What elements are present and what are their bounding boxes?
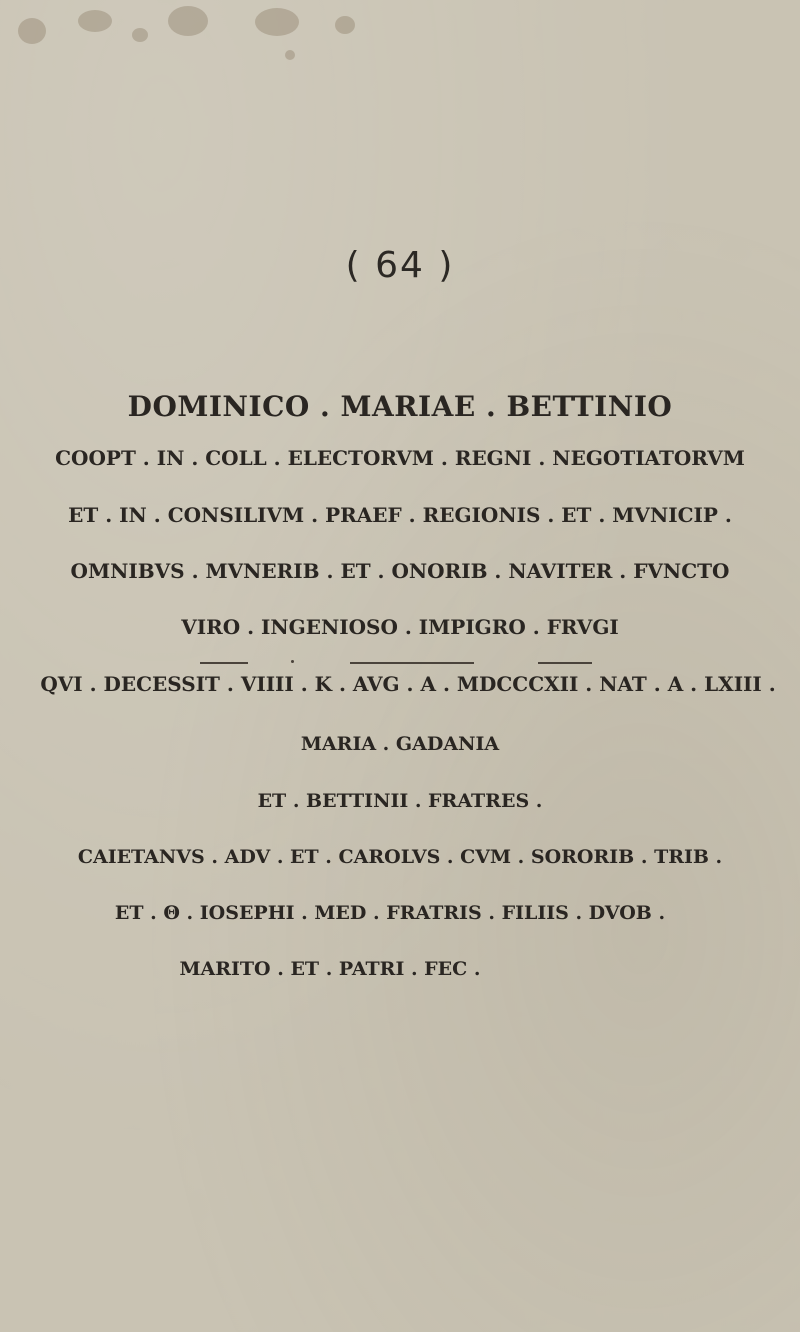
page-number: ( 64 )	[345, 245, 455, 286]
paper-stain	[335, 16, 355, 34]
paper-stain	[78, 10, 112, 32]
inscription-line: VIRO . INGENIOSO . IMPIGRO . FRVGI	[181, 615, 619, 639]
paper-stain	[255, 8, 299, 36]
inscription-line: COOPT . IN . COLL . ELECTORVM . REGNI . NEGOTIATORVM	[55, 446, 745, 470]
paper-stain	[18, 18, 46, 44]
inscription-title: DOMINICO . MARIAE . BETTINIO	[127, 390, 673, 423]
inscription-line: MARIA . GADANIA	[300, 733, 500, 755]
paper-stain	[132, 28, 148, 42]
paper-stain	[168, 6, 208, 36]
inscription-line: OMNIBVS . MVNERIB . ET . ONORIB . NAVITER . FVNCTO	[70, 559, 730, 583]
paper-stain	[285, 50, 295, 60]
inscription-line: QVI . DECESSIT . VIIII . K . AVG . A . MDCCCXII . NAT . A . LXIII .	[40, 672, 776, 696]
inscription-line: ET . Θ . IOSEPHI . MED . FRATRIS . FILIIS . DVOB .	[114, 902, 666, 924]
overline-dot	[291, 660, 294, 663]
overline-mark	[200, 662, 248, 664]
inscription-line: MARITO . ET . PATRI . FEC .	[179, 958, 481, 980]
inscription-line: CAIETANVS . ADV . ET . CAROLVS . CVM . SORORIB . TRIB .	[77, 846, 723, 868]
overline-mark	[350, 662, 474, 664]
overline-mark	[538, 662, 592, 664]
inscription-line: ET . IN . CONSILIVM . PRAEF . REGIONIS . ET . MVNICIP .	[68, 503, 732, 527]
inscription-line: ET . BETTINII . FRATRES .	[257, 790, 543, 812]
